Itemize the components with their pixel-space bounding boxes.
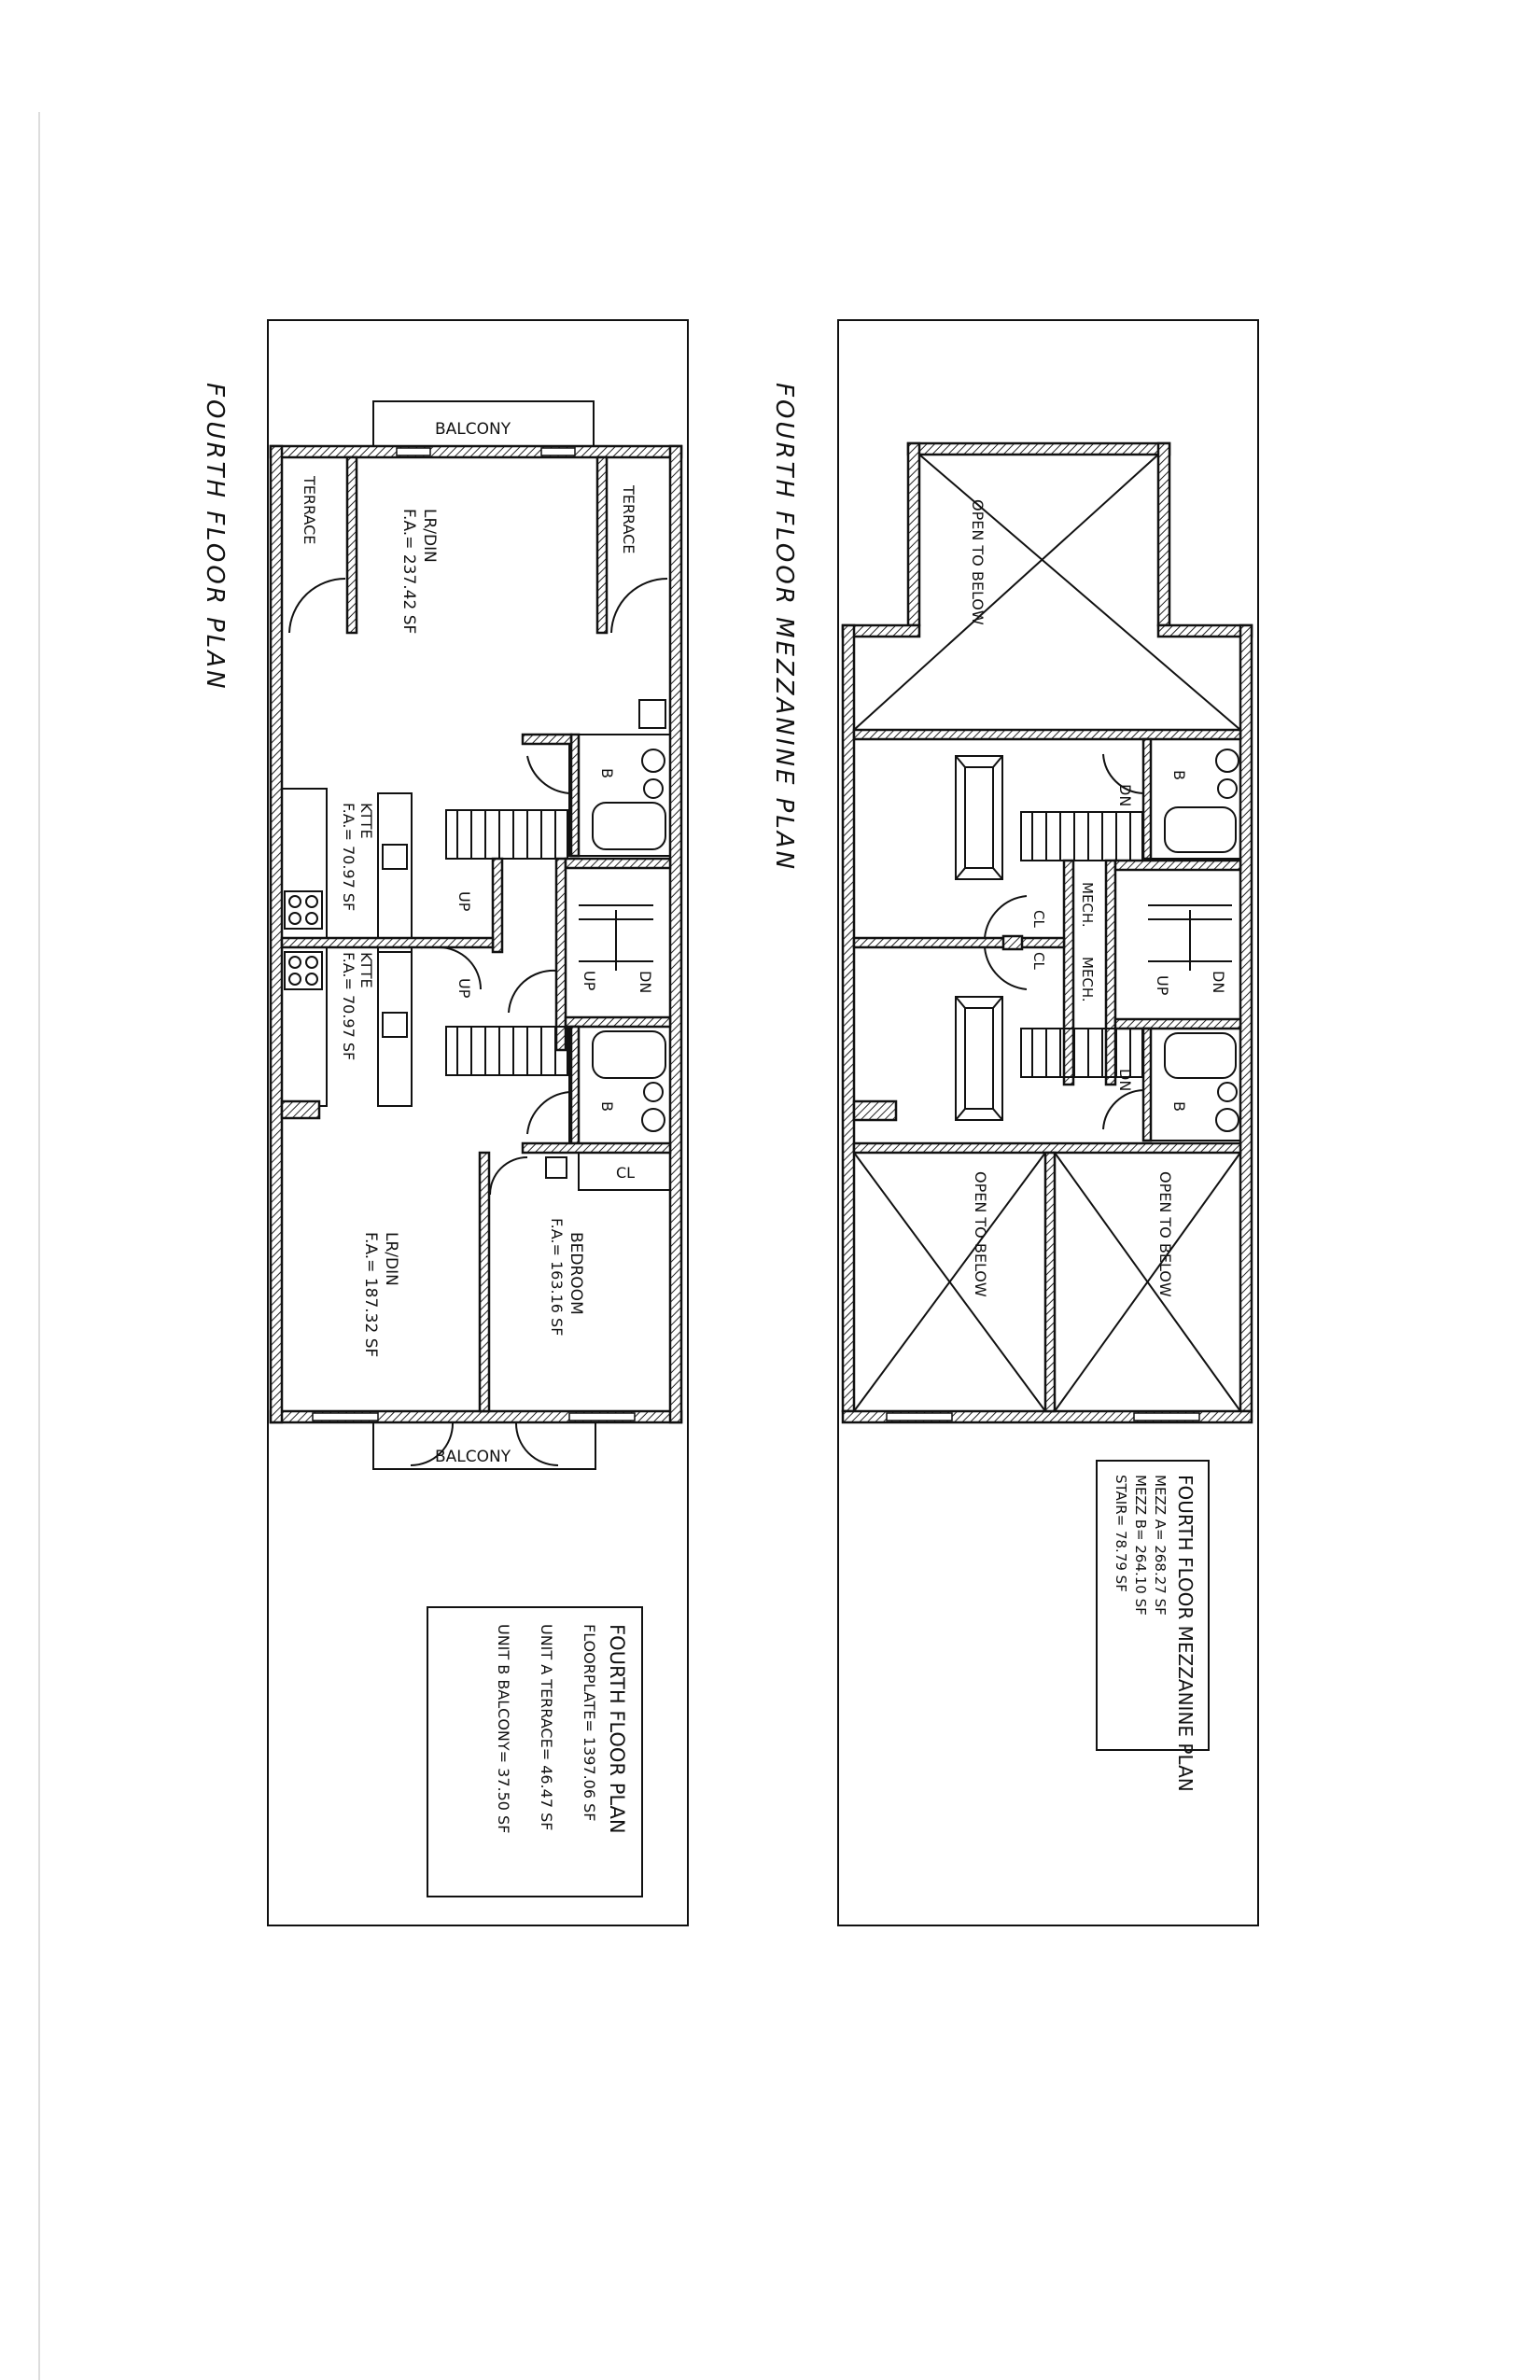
wall-divider: [1045, 1153, 1055, 1411]
kitchen-a-label: KTTE: [357, 803, 375, 839]
lr-din-a-label: LR/DIN: [420, 509, 439, 563]
wall-left: [843, 625, 854, 1411]
wall-terrace-right: [597, 457, 607, 633]
bath-a-label: B: [598, 768, 616, 778]
sink-b: [644, 1083, 663, 1101]
burner: [289, 973, 301, 985]
stair-up-a-label: UP: [455, 891, 473, 912]
kitchen-b-label: KTTE: [357, 952, 375, 988]
burner: [289, 896, 301, 907]
cooktop-a: [285, 891, 322, 929]
window: [313, 1413, 378, 1421]
legend-title: FOURTH FLOOR PLAN: [606, 1624, 628, 1834]
legend-line: UNIT B BALCONY= 37.50 SF: [495, 1624, 512, 1834]
kitchen-b-counter: [282, 947, 327, 1106]
door-swing: [1103, 1090, 1143, 1129]
lr-din-b-label: LR/DIN: [382, 1232, 400, 1286]
wall-stair-core: [566, 1017, 670, 1027]
mezzanine-plan: [770, 320, 1258, 1925]
wall-bedroom: [480, 1153, 489, 1411]
kitchen-a-counter: [282, 789, 327, 947]
wall-demising: [854, 938, 1064, 947]
wall-core: [1064, 861, 1073, 1085]
toilet-b: [642, 1109, 665, 1131]
window: [541, 448, 575, 455]
bath-b-label: B: [598, 1101, 616, 1112]
mezz-legend-line: MEZZ B= 264.10 SF: [1132, 1475, 1149, 1616]
sink-kitchen-a: [383, 845, 407, 869]
door-swing: [527, 1092, 569, 1134]
sink: [1218, 779, 1237, 798]
legend-line: FLOORPLATE= 1397.06 SF: [581, 1624, 598, 1822]
open-x: [919, 455, 1240, 730]
burner: [306, 973, 317, 985]
mezz-dn-b-label: DN: [1116, 1069, 1134, 1092]
mezz-legend-title: FOURTH FLOOR MEZZANINE PLAN: [1174, 1475, 1197, 1792]
bathtub: [1165, 807, 1236, 852]
window: [397, 448, 430, 455]
mezz-title: FOURTH FLOOR MEZZANINE PLAN: [770, 383, 798, 873]
cooktop-b: [285, 952, 322, 989]
bath-a-room: [569, 735, 670, 856]
door-swing: [516, 1423, 558, 1465]
wall: [1143, 1029, 1151, 1141]
duct: [546, 1157, 567, 1178]
bathtub: [1165, 1033, 1236, 1078]
sink-kitchen-b: [383, 1013, 407, 1037]
wall-core: [523, 735, 571, 744]
wall-core: [1115, 1019, 1240, 1029]
mezz-legend-line: MEZZ A= 268.27 SF: [1152, 1475, 1169, 1616]
kitchen-a-area: F.A.= 70.97 SF: [340, 803, 357, 912]
wall-top: [271, 446, 681, 457]
wall-step-right: [1158, 625, 1252, 637]
wall-bath-a: [571, 735, 579, 856]
sink: [1218, 1083, 1237, 1101]
stair-a: [446, 810, 567, 859]
lr-din-a-area: F.A.= 237.42 SF: [399, 509, 418, 635]
wall-bath-b: [571, 1027, 579, 1143]
wall-core: [1115, 861, 1240, 870]
wall-top: [908, 443, 1169, 455]
toilet: [1216, 749, 1239, 772]
wall-bump-left: [908, 443, 919, 625]
door-swing: [490, 1157, 527, 1195]
mezz-stair-up-label: UP: [1154, 975, 1171, 996]
door-swing: [611, 579, 667, 633]
wall-left: [271, 446, 282, 1422]
door-swing: [289, 579, 345, 633]
bedroom-area: F.A.= 163.16 SF: [548, 1218, 566, 1337]
wall-bump-right: [1158, 443, 1169, 625]
burner: [289, 957, 301, 968]
wall-terrace-left: [347, 457, 357, 633]
wall-demising: [282, 938, 493, 947]
sink-a: [644, 779, 663, 798]
duct: [639, 700, 665, 728]
window: [569, 1413, 635, 1421]
mezz-mech-a-label: MECH.: [1079, 882, 1096, 928]
wall-closet: [523, 1143, 670, 1153]
burner: [306, 913, 317, 924]
mezz-cl-a-label: CL: [1030, 910, 1047, 928]
legend-line: UNIT A TERRACE= 46.47 SF: [538, 1624, 555, 1831]
wall-stub: [282, 1101, 319, 1118]
plan-title: FOURTH FLOOR PLAN: [201, 383, 229, 692]
closet-divider: [1003, 936, 1022, 949]
mezz-dn-a-label: DN: [1116, 784, 1134, 807]
wall-mezz-edge: [854, 730, 1240, 739]
bathtub-a: [593, 803, 665, 849]
wall-stair-core: [493, 859, 502, 952]
skylight: [956, 997, 1002, 1120]
stair-up-b-label: UP: [455, 978, 473, 999]
door-swing: [985, 947, 1027, 989]
fourth-floor-plan: [201, 320, 688, 1925]
open-top-label: OPEN TO BELOW: [969, 499, 987, 625]
mezz-bath-b-label: B: [1170, 1101, 1188, 1112]
kitchen-a-island: [378, 793, 412, 952]
wall-core: [1106, 861, 1115, 1085]
wall-stair-core: [566, 859, 670, 868]
burner: [306, 957, 317, 968]
burner: [289, 913, 301, 924]
balcony-top-label: BALCONY: [435, 420, 511, 439]
mezz-mech-b-label: MECH.: [1079, 957, 1096, 1002]
open-bottom-right-label: OPEN TO BELOW: [1156, 1171, 1174, 1297]
lr-din-b-area: F.A.= 187.32 SF: [361, 1232, 380, 1358]
open-x: [854, 455, 1158, 730]
stair-dn-common-label: DN: [637, 971, 654, 994]
balcony-bottom-label: BALCONY: [435, 1448, 511, 1466]
window: [1134, 1413, 1199, 1421]
mezz-bath-a-label: B: [1170, 770, 1188, 780]
toilet: [1216, 1109, 1239, 1131]
bathtub-b: [593, 1031, 665, 1078]
mezz-stair-a: [1021, 812, 1142, 861]
door-swing: [985, 896, 1027, 938]
terrace-left-label: TERRACE: [301, 476, 318, 545]
door-swing: [1103, 754, 1143, 793]
wall: [1143, 739, 1151, 859]
wall-right: [1240, 625, 1252, 1411]
door-swing: [509, 971, 556, 1013]
toilet-a: [642, 749, 665, 772]
closet-label: CL: [616, 1164, 636, 1182]
mezz-bath-a: [1143, 739, 1240, 859]
mezz-stair-dn-label: DN: [1210, 971, 1227, 994]
bedroom-label: BEDROOM: [567, 1232, 585, 1315]
door-swing: [527, 756, 569, 793]
bath-b-room: [569, 1027, 670, 1143]
wall-right: [670, 446, 681, 1422]
mezz-cl-b-label: CL: [1030, 952, 1047, 970]
wall-stub: [854, 1101, 896, 1120]
skylight: [956, 756, 1002, 879]
stair-b: [446, 1027, 567, 1075]
kitchen-b-area: F.A.= 70.97 SF: [340, 952, 357, 1061]
wall-mezz-edge: [854, 1143, 1240, 1153]
wall-stair-core: [556, 859, 566, 1050]
stair-up-common-label: UP: [581, 971, 598, 991]
mezz-bath-b: [1143, 1029, 1240, 1141]
mezz-legend-line: STAIR= 78.79 SF: [1113, 1475, 1129, 1592]
window: [887, 1413, 952, 1421]
burner: [306, 896, 317, 907]
terrace-right-label: TERRACE: [620, 485, 637, 554]
open-bottom-left-label: OPEN TO BELOW: [972, 1171, 989, 1297]
